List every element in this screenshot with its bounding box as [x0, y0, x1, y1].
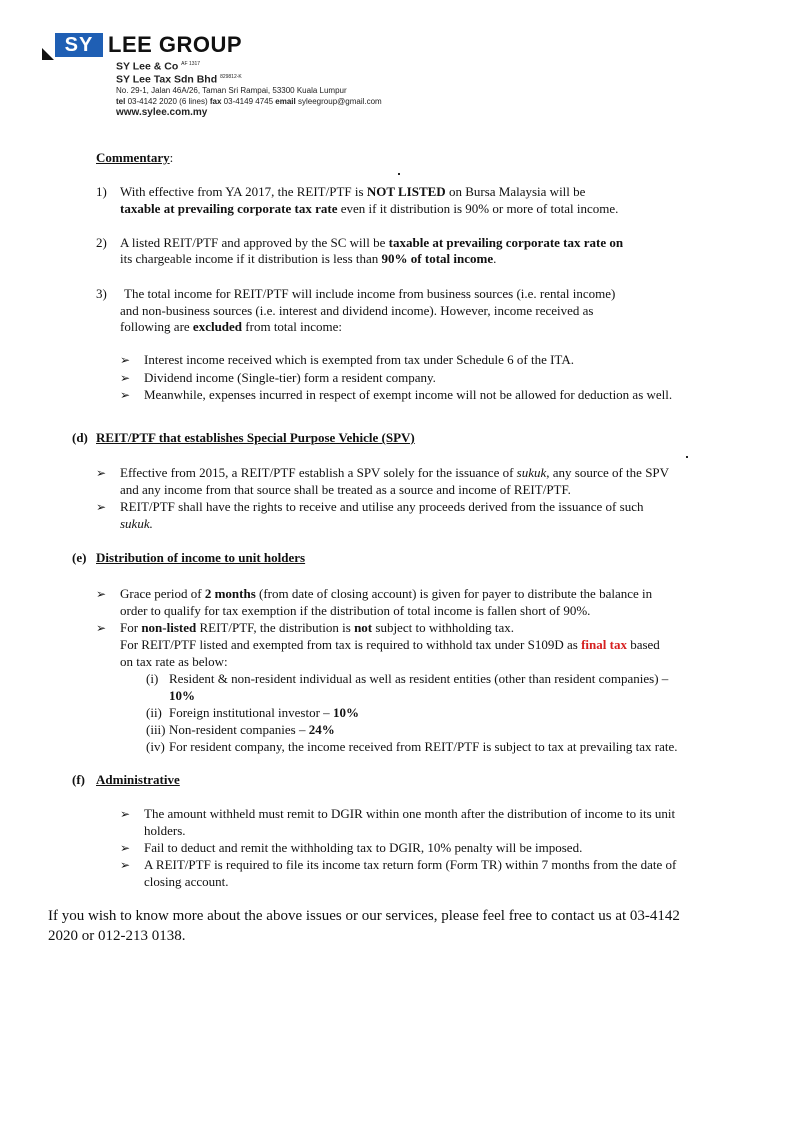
item3-number: 3): [96, 286, 107, 301]
item3-line3: following are excluded from total income:: [120, 319, 343, 334]
section-e-heading: Distribution of income to unit holders: [96, 550, 306, 565]
arrowhead-bullet-icon: ➢: [120, 858, 131, 872]
arrowhead-bullet-icon: ➢: [120, 353, 131, 367]
section-f-bullet1-line1: The amount withheld must remit to DGIR within one month after the distribution of income to its unit: [144, 806, 676, 821]
firm-name-1: SY Lee & Co $^{AF 1317}$: [116, 60, 201, 73]
logo-sy-mark: SY: [55, 33, 103, 57]
section-e-bullet2-line2: For REIT/PTF listed and exempted from tax is required to withhold tax under S109D as final tax based: [120, 637, 660, 652]
section-f-bullet2: Fail to deduct and remit the withholding tax to DGIR, 10% penalty will be imposed.: [144, 840, 583, 855]
contact-line: tel 03-4142 2020 (6 lines) fax 03-4149 4745 email syleegroup@gmail.com: [116, 97, 382, 106]
stray-dot: [686, 456, 688, 458]
section-e-label: (e): [72, 550, 87, 565]
arrowhead-bullet-icon: ➢: [120, 388, 131, 402]
footer-contact-line1: If you wish to know more about the above issues or our services, please feel free to contact us at 03-4142: [48, 908, 680, 924]
section-e-bullet1-line1: Grace period of 2 months (from date of closing account) is given for payer to distribute the balance in: [120, 586, 653, 601]
address-line: No. 29-1, Jalan 46A/26, Taman Sri Rampai, 53300 Kuala Lumpur: [116, 86, 347, 95]
section-e-bullet1-line2: order to qualify for tax exemption if the distribution of total income is fallen short of 90%.: [120, 603, 591, 618]
footer-contact-line2: 2020 or 012-213 0138.: [48, 928, 186, 944]
arrowhead-bullet-icon: ➢: [96, 500, 107, 514]
arrowhead-bullet-icon: ➢: [120, 807, 131, 821]
rate-item-number: (iii): [146, 722, 166, 737]
logo-corner-mark: [42, 48, 54, 60]
arrowhead-bullet-icon: ➢: [96, 587, 107, 601]
rate-item-2: Foreign institutional investor – 10%: [169, 705, 359, 720]
logo-wordmark: LEE GROUP: [108, 32, 243, 57]
arrowhead-bullet-icon: ➢: [120, 841, 131, 855]
exclusion-item: Meanwhile, expenses incurred in respect of exempt income will not be allowed for deduction as well.: [144, 387, 673, 402]
rate-item-3: Non-resident companies – 24%: [169, 722, 335, 737]
section-f-bullet3-line2: closing account.: [144, 874, 229, 889]
rate-item-1-line2: 10%: [169, 688, 195, 703]
section-d-bullet1-line2: and any income from that source shall be treated as a source and income of REIT/PTF.: [120, 482, 571, 497]
item2-number: 2): [96, 235, 107, 250]
item1-number: 1): [96, 184, 107, 199]
section-f-bullet3-line1: A REIT/PTF is required to file its income tax return form (Form TR) within 7 months from the date of: [144, 857, 677, 872]
arrowhead-bullet-icon: ➢: [96, 466, 107, 480]
item2-line2: its chargeable income if it distribution is less than 90% of total income.: [120, 251, 497, 266]
rate-item-number: (iv): [146, 739, 165, 754]
item3-line1: The total income for REIT/PTF will include income from business sources (i.e. rental income): [124, 286, 616, 301]
website: www.sylee.com.my: [116, 107, 208, 118]
rate-item-1-line1: Resident & non-resident individual as well as resident entities (other than resident companies) –: [169, 671, 669, 686]
exclusion-item: Interest income received which is exempted from tax under Schedule 6 of the ITA.: [144, 352, 574, 367]
section-f-heading: Administrative: [96, 772, 180, 787]
section-d-bullet2-line1: REIT/PTF shall have the rights to receive and utilise any proceeds derived from the issuance of such: [120, 499, 644, 514]
stray-dot: [398, 173, 400, 175]
rate-item-4: For resident company, the income received from REIT/PTF is subject to tax at prevailing tax rate.: [169, 739, 678, 754]
firm-name-2: SY Lee Tax Sdn Bhd $^{829812-K}$: [116, 73, 242, 86]
item1-line1: With effective from YA 2017, the REIT/PTF is NOT LISTED on Bursa Malaysia will be: [120, 184, 586, 199]
exclusion-item: Dividend income (Single-tier) form a resident company.: [144, 370, 436, 385]
rate-item-number: (i): [146, 671, 159, 686]
section-d-label: (d): [72, 430, 88, 445]
arrowhead-bullet-icon: ➢: [120, 371, 131, 385]
section-d-bullet1-line1: Effective from 2015, a REIT/PTF establish a SPV solely for the issuance of sukuk, any source of the SPV: [120, 465, 670, 480]
item1-line2: taxable at prevailing corporate tax rate even if it distribution is 90% or more of total income.: [120, 201, 619, 216]
item3-line2: and non-business sources (i.e. interest and dividend income). However, income received as: [120, 303, 594, 318]
commentary-heading: Commentary:: [96, 150, 174, 165]
item2-line1: A listed REIT/PTF and approved by the SC will be taxable at prevailing corporate tax rate on: [120, 235, 624, 250]
rate-item-number: (ii): [146, 705, 162, 720]
section-e-bullet2-line3: on tax rate as below:: [120, 654, 228, 669]
section-d-bullet2-line2: sukuk.: [120, 516, 153, 531]
arrowhead-bullet-icon: ➢: [96, 621, 107, 635]
section-f-bullet1-line2: holders.: [144, 823, 186, 838]
section-f-label: (f): [72, 772, 85, 787]
section-e-bullet2-line1: For non-listed REIT/PTF, the distribution is not subject to withholding tax.: [120, 620, 515, 635]
section-d-heading: REIT/PTF that establishes Special Purpose Vehicle (SPV): [96, 430, 415, 445]
